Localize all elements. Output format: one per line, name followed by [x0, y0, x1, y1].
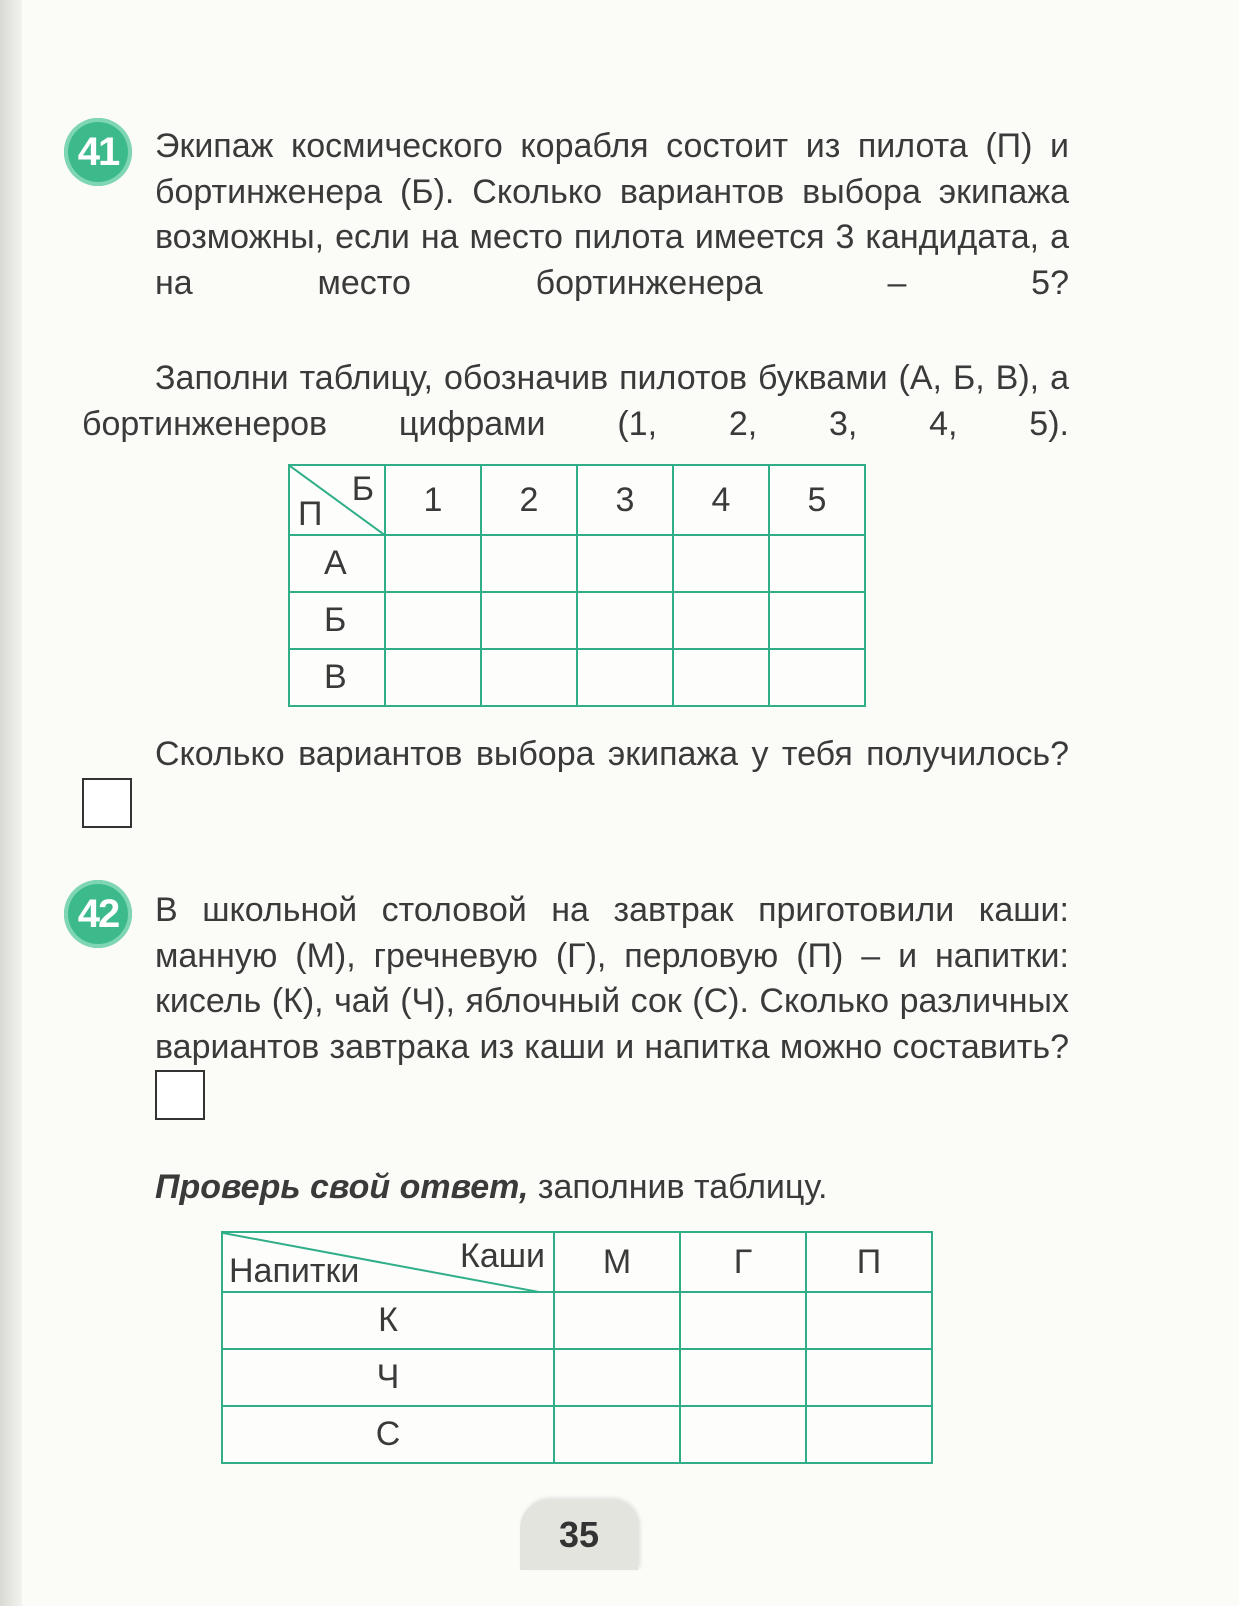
task-41-instruction	[82, 356, 1069, 447]
breakfast-table-row	[222, 1292, 932, 1349]
task-42-number: 42	[77, 891, 119, 936]
breakfast-table-corner	[222, 1232, 554, 1292]
breakfast-cell[interactable]	[680, 1292, 806, 1349]
crew-cell[interactable]	[769, 592, 865, 649]
crew-cell[interactable]	[769, 535, 865, 592]
crew-col-header: 5	[769, 465, 865, 535]
crew-cell[interactable]	[385, 535, 481, 592]
crew-row-header: В	[289, 649, 385, 706]
breakfast-row-header: Ч	[222, 1349, 554, 1406]
breakfast-table-corner-top: Каши	[460, 1237, 545, 1275]
breakfast-cell[interactable]	[554, 1349, 680, 1406]
task-41-text: Экипаж космического корабля состоит из пилота (П) и бортинженера (Б). Сколько вариантов выбора экипажа возможны, если на место пилота имеется 3 кандидата, а на место бортинженера – 5?	[155, 127, 1069, 302]
crew-col-header: 2	[481, 465, 577, 535]
breakfast-row-header: К	[222, 1292, 554, 1349]
crew-cell[interactable]	[385, 592, 481, 649]
task-42-badge	[64, 880, 132, 948]
crew-table-row	[289, 592, 865, 649]
crew-row-header: А	[289, 535, 385, 592]
task-41-answer-box[interactable]	[82, 778, 132, 828]
breakfast-col-header: П	[806, 1232, 932, 1292]
crew-table-corner	[289, 465, 385, 535]
task-41-question-text: Сколько вариантов выбора экипажа у тебя получилось?	[155, 735, 1069, 773]
task-42-check	[155, 1165, 1069, 1211]
crew-cell[interactable]	[673, 592, 769, 649]
breakfast-col-header: Г	[680, 1232, 806, 1292]
breakfast-cell[interactable]	[806, 1292, 932, 1349]
breakfast-table-corner-bottom: Напитки	[229, 1252, 360, 1290]
crew-col-header: 3	[577, 465, 673, 535]
crew-row-header: Б	[289, 592, 385, 649]
breakfast-table	[221, 1231, 933, 1464]
task-41-number: 41	[77, 129, 119, 174]
breakfast-col-header: М	[554, 1232, 680, 1292]
breakfast-table-row	[222, 1349, 932, 1406]
task-42-check-rest: заполнив таблицу.	[528, 1168, 828, 1206]
crew-cell[interactable]	[769, 649, 865, 706]
task-41-instruction-text: Заполни таблицу, обозначив пилотов буквами (А, Б, В), а бортинженеров цифрами (1, 2, 3, 4, 5).	[82, 359, 1069, 443]
crew-cell[interactable]	[481, 649, 577, 706]
crew-cell[interactable]	[481, 592, 577, 649]
crew-table	[288, 464, 866, 707]
task-42-text	[155, 888, 1069, 1123]
task-42-text-content: В школьной столовой на завтрак приготовили каши: манную (М), гречневую (Г), перловую (П) – и напитки: кисель (К), чай (Ч), яблочный сок (С). Сколько различных вариантов завтрака из каши и напитка можно составить?	[155, 891, 1069, 1066]
page-number-text: 35	[558, 1514, 600, 1555]
crew-cell[interactable]	[673, 649, 769, 706]
page-edge	[0, 0, 22, 1606]
breakfast-cell[interactable]	[680, 1406, 806, 1463]
crew-table-row	[289, 649, 865, 706]
breakfast-cell[interactable]	[806, 1349, 932, 1406]
crew-cell[interactable]	[577, 535, 673, 592]
breakfast-row-header: С	[222, 1406, 554, 1463]
crew-cell[interactable]	[577, 649, 673, 706]
breakfast-cell[interactable]	[806, 1406, 932, 1463]
page-number	[520, 1500, 638, 1570]
task-41-question	[82, 732, 1069, 830]
task-42-answer-box[interactable]	[155, 1070, 205, 1120]
task-42-check-bold: Проверь свой ответ,	[155, 1168, 529, 1206]
breakfast-table-row	[222, 1406, 932, 1463]
breakfast-cell[interactable]	[680, 1349, 806, 1406]
breakfast-cell[interactable]	[554, 1406, 680, 1463]
crew-table-row	[289, 535, 865, 592]
task-41-badge	[64, 118, 132, 186]
crew-table-corner-top: Б	[351, 470, 374, 508]
crew-cell[interactable]	[481, 535, 577, 592]
crew-col-header: 4	[673, 465, 769, 535]
crew-cell[interactable]	[385, 649, 481, 706]
breakfast-cell[interactable]	[554, 1292, 680, 1349]
crew-col-header: 1	[385, 465, 481, 535]
crew-table-corner-bottom: П	[298, 495, 323, 533]
crew-cell[interactable]	[577, 592, 673, 649]
crew-cell[interactable]	[673, 535, 769, 592]
